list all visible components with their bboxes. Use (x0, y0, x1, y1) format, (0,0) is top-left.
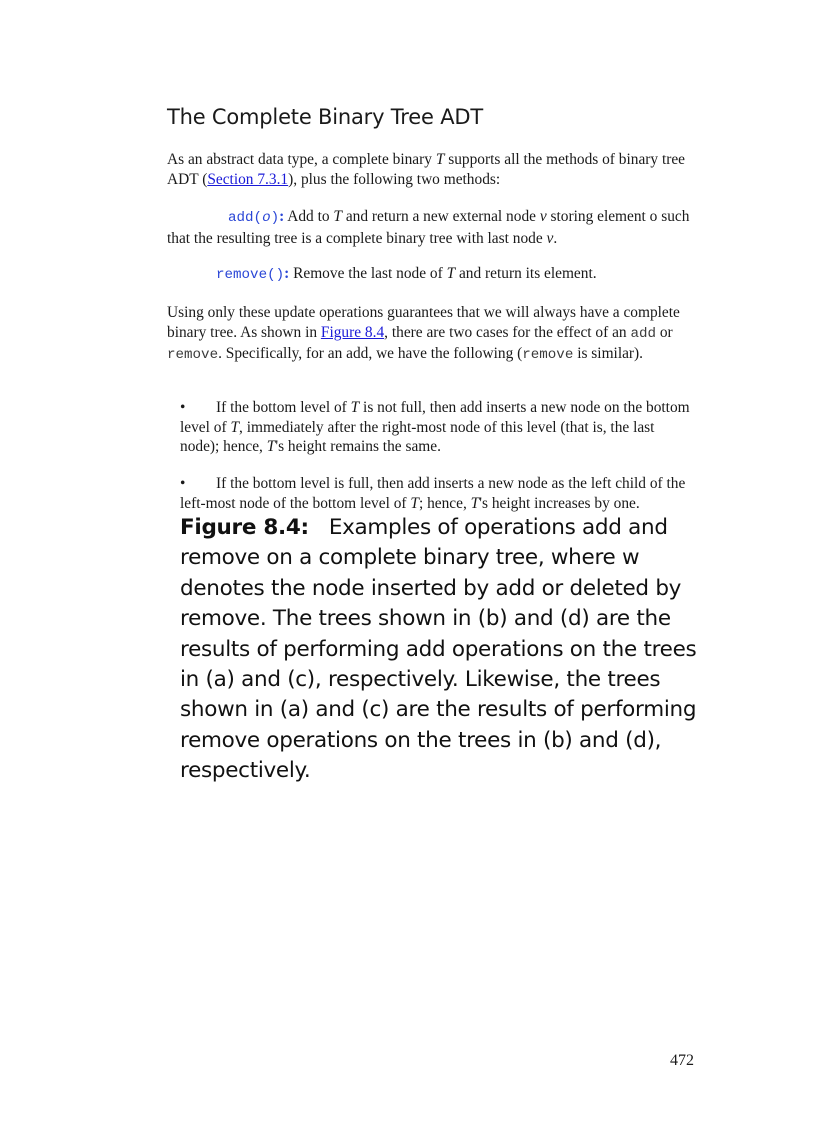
intro-paragraph: As an abstract data type, a complete binary T supports all the methods of binary tree ADT (Section 7.3.1), plus the following two methods: (167, 151, 686, 188)
figure-caption-text: Examples of operations add and remove on a complete binary tree, where w denotes the node inserted by add or deleted by remove. The trees shown in (b) and (d) are the results of performing add operations on the trees in (a) and (c), respectively. Likewise, the trees shown in (a) and (c) are the results of performing remove operations on the trees in (b) and (d), respectively. (180, 515, 697, 784)
bullet-mark: • (180, 399, 186, 416)
bullet-item: • If the bottom level of T is not full, then add inserts a new node on the bottom level of T, immediately after the right-most node of this level (that is, the last node); hence, T's height remains the same. (180, 399, 690, 455)
section-title: The Complete Binary Tree ADT (167, 105, 483, 129)
method-add-paragraph: add(o): Add to T and return a new external node v storing element o such that the resulting tree is a complete binary tree with last node v. (167, 208, 690, 247)
usage-paragraph: Using only these update operations guarantees that we will always have a complete binary tree. As shown in Figure 8.4, there are two cases for the effect of an add or remove. Specifically, for an add, we have the following (remove is similar). (167, 304, 680, 363)
bullet-item: • If the bottom level is full, then add inserts a new node as the left child of the left-most node of the bottom level of T; hence, T's height increases by one. (180, 475, 686, 512)
figure-label: Figure 8.4: (180, 515, 309, 540)
method-remove-paragraph: remove(): Remove the last node of T and return its element. (216, 265, 597, 283)
page-number: 472 (670, 1052, 694, 1069)
figure-8-4-link[interactable]: Figure 8.4 (320, 323, 385, 341)
bullet-mark: • (180, 475, 186, 492)
add-method-name: add(o) (228, 210, 280, 226)
section-7-3-1-link[interactable]: Section 7.3.1 (207, 170, 289, 188)
figure-caption (180, 513, 710, 787)
remove-method-name: remove() (216, 267, 285, 283)
